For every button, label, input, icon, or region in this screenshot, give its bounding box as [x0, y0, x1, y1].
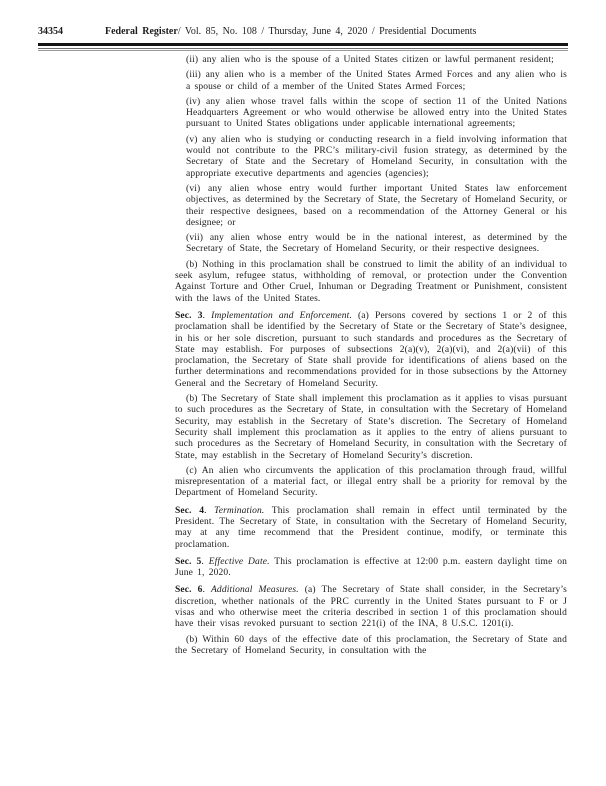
text-run: .: [202, 310, 212, 321]
paragraph: [175, 135, 567, 180]
text-run: (b) The Secretary of State shall implement this proclamation as it applies to visas pursuant to such procedures as the Secretary of State, in consultation with the Secretary of Homeland Security, may establish in the Secretary of State’s discretion. The Secretary of Homeland Security shall implement this proclamation as it applies to the entry of aliens pursuant to such procedures as the Secretary of Homeland Security, in consultation with the Secretary of State, may establish in the Secretary of Homeland Security’s discretion.: [175, 394, 567, 461]
paragraph: [175, 184, 567, 229]
text-run: (a) Persons covered by sections 1 or 2 of this proclamation shall be identified by the Secretary of State or the Secretary of State’s designee, in his or her sole discretion, pursuant to such standards and procedures as the Secretary of State may establish. For purposes of subsections 2(a)(v), 2(a)(vi), and 2(a)(vii) of this proclamation, the Secretary of State shall provide for identifications of aliens based on the further determinations and recommendations provided for in those subsections by the Attorney General and the Secretary of Homeland Security.: [175, 310, 568, 389]
paragraph: [175, 97, 567, 131]
page-header: [38, 26, 568, 38]
text-run: (b) Within 60 days of the effective date of this proclamation, the Secretary of State and the Secretary of Homeland Security, in consultation with the: [175, 634, 567, 656]
bold-text-run: Sec. 4: [175, 505, 205, 516]
paragraph: [175, 635, 567, 658]
italic-text-run: Termination.: [214, 505, 265, 516]
italic-text-run: Effective Date.: [208, 556, 270, 567]
paragraph: [175, 557, 567, 580]
rule-thin-line-2: [38, 50, 568, 51]
document-body: [175, 55, 567, 657]
paragraph: [175, 233, 567, 256]
text-run: (iii) any alien who is a member of the United States Armed Forces and any alien who is a spouse or child of a member of the United States Armed Forces;: [186, 70, 567, 92]
bold-text-run: Sec. 6: [175, 585, 203, 596]
paragraph: [175, 466, 567, 500]
paragraph: [175, 260, 567, 305]
italic-text-run: Additional Measures.: [210, 585, 299, 596]
paragraph: [175, 394, 567, 462]
text-run: (ii) any alien who is the spouse of a United States citizen or lawful permanent resident;: [186, 55, 554, 65]
text-run: .: [202, 585, 211, 596]
issue-info: / Vol. 85, No. 108 / Thursday, June 4, 2020 / Presidential Documents: [177, 26, 477, 37]
paragraph: [175, 55, 567, 66]
paragraph: [175, 70, 567, 93]
text-run: (vi) any alien whose entry would further important United States law enforcement objectives, as determined by the Secretary of State, the Secretary of Homeland Security, or their respective designees, based on a recommendation of the Attorney General or his designee; or: [186, 183, 567, 228]
running-head: [105, 26, 476, 38]
text-run: (b) Nothing in this proclamation shall be construed to limit the ability of an individual to seek asylum, refugee status, withholding of removal, or protection under the Convention Against Torture and Other Cruel, Inhuman or Degrading Treatment or Punishment, consistent with the laws of the United States.: [175, 259, 567, 304]
text-run: .: [204, 505, 215, 516]
text-run: .: [201, 556, 209, 567]
publication-name: Federal Register: [105, 26, 178, 37]
text-run: (c) An alien who circumvents the application of this proclamation through fraud, willful misrepresentation of a material fact, or illegal entry shall be a priority for removal by the Department of Homeland Security.: [175, 465, 567, 499]
text-run: This proclamation is effective at 12:00 p.m. eastern daylight time on June 1, 2020.: [175, 556, 568, 579]
paragraph: [175, 585, 567, 630]
text-run: (vii) any alien whose entry would be in the national interest, as determined by the Secretary of State, the Secretary of Homeland Security, or their respective designees.: [186, 233, 567, 255]
text-run: This proclamation shall remain in effect until terminated by the President. The Secretary of State, in consultation with the Secretary of Homeland Security, may at any time recommend that the President continue, modify, or terminate this proclamation.: [175, 505, 567, 550]
text-run: (a) The Secretary of State shall consider, in the Secretary’s discretion, whether nationals of the PRC currently in the United States pursuant to F or J visas and who otherwise meet the criteria described in section 1 of this proclamation should have their visas revoked pursuant to section 221(i) of the INA, 8 U.S.C. 1201(i).: [175, 585, 568, 630]
text-run: (iv) any alien whose travel falls within the scope of section 11 of the United Nations Headquarters Agreement or who would otherwise be allowed entry into the United States pursuant to United States obligations under applicable international agreements;: [186, 96, 567, 130]
text-run: (v) any alien who is studying or conducting research in a field involving information that would not contribute to the PRC’s military-civil fusion strategy, as determined by the Secretary of State and the Secretary of Homeland Security, in consultation with the appropriate executive departments and agencies (agencies);: [186, 134, 567, 179]
paragraph: [175, 311, 567, 390]
bold-text-run: Sec. 3: [175, 310, 203, 321]
italic-text-run: Implementation and Enforcement.: [211, 310, 352, 321]
bold-text-run: Sec. 5: [175, 556, 202, 567]
paragraph: [175, 506, 567, 551]
page-number: 34354: [38, 26, 63, 37]
header-rule: [38, 43, 568, 51]
